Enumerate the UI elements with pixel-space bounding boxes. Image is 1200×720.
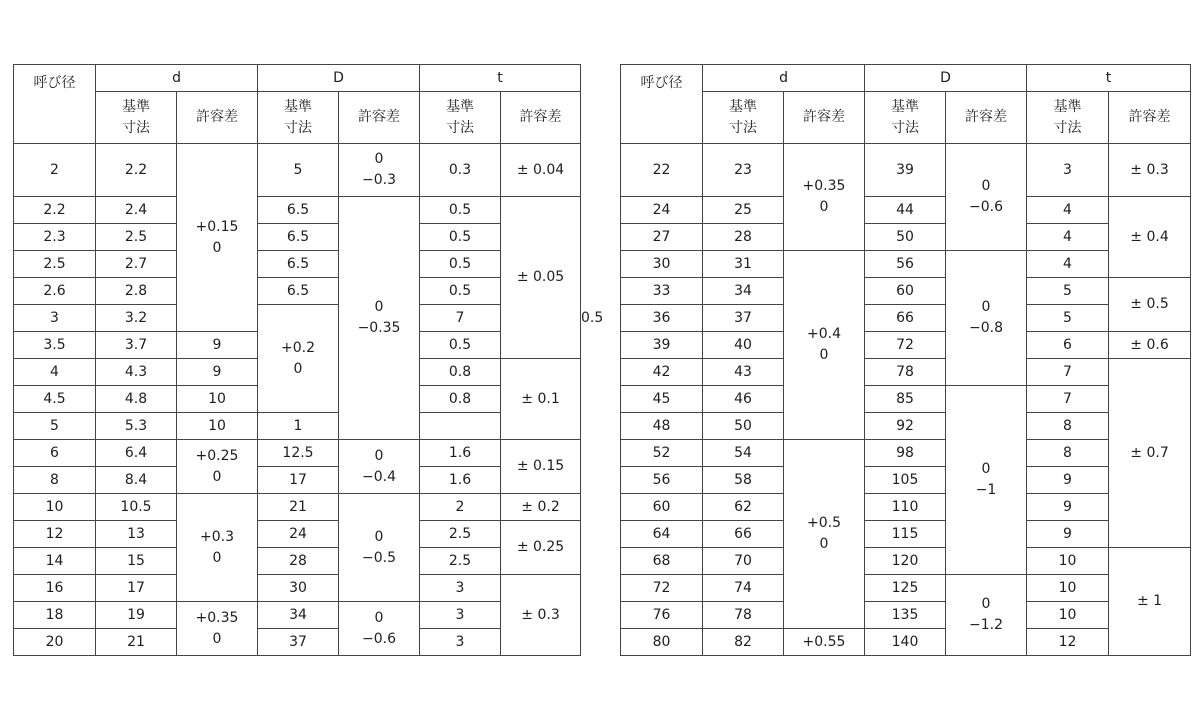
table-row [621, 305, 1191, 332]
d-tolerance-cell: +0.15 0 [177, 144, 258, 332]
nominal-cell: 30 [621, 251, 703, 278]
header-d-tolerance: 許容差 [784, 92, 865, 144]
D-cell: 24 [258, 521, 339, 548]
header-t-basic: 基準 寸法 [1027, 92, 1109, 144]
nominal-cell: 18 [14, 602, 96, 629]
right-dimension-table [620, 64, 1191, 656]
nominal-cell: 2.2 [14, 197, 96, 224]
d-cell: 17 [96, 575, 177, 602]
D-cell: 9 [177, 332, 258, 359]
header-D-basic: 基準 寸法 [258, 92, 339, 144]
t-tolerance-cell: ± 0.4 [1109, 197, 1191, 278]
D-cell: 92 [865, 413, 946, 440]
header-d: d [96, 65, 258, 92]
D-cell: 6.5 [258, 197, 339, 224]
t-cell: 0.8 [420, 359, 501, 386]
d-tolerance-cell: +0.55 [784, 629, 865, 656]
table-row [621, 413, 1191, 440]
D-cell: 78 [865, 359, 946, 386]
d-cell: 3.7 [96, 332, 177, 359]
t-cell: 5 [1027, 278, 1109, 305]
nominal-cell: 2.5 [14, 251, 96, 278]
d-cell: 28 [703, 224, 784, 251]
table-row [621, 602, 1191, 629]
table-row [621, 575, 1191, 602]
table-row [621, 197, 1191, 224]
nominal-cell: 20 [14, 629, 96, 656]
left-dimension-table [13, 64, 604, 656]
d-cell: 13 [96, 521, 177, 548]
header-d-basic: 基準 寸法 [96, 92, 177, 144]
D-cell: 105 [865, 467, 946, 494]
nominal-cell: 4 [14, 359, 96, 386]
t-cell: 8 [1027, 413, 1109, 440]
table-row [621, 251, 1191, 278]
table-row [621, 467, 1191, 494]
nominal-cell: 42 [621, 359, 703, 386]
D-cell: 85 [865, 386, 946, 413]
t-cell: 0.5 [420, 224, 501, 251]
D-cell: 34 [258, 602, 339, 629]
nominal-cell: 60 [621, 494, 703, 521]
t-tolerance-cell: ± 1 [1109, 548, 1191, 656]
t-cell: 0.8 [420, 386, 501, 413]
header-d: d [703, 65, 865, 92]
table-row [14, 251, 581, 278]
t-cell: 2.5 [420, 521, 501, 548]
t-cell: 10 [1027, 602, 1109, 629]
d-cell: 2.4 [96, 197, 177, 224]
d-cell: 4.3 [96, 359, 177, 386]
nominal-cell: 39 [621, 332, 703, 359]
table-row [621, 332, 1191, 359]
D-cell: 115 [865, 521, 946, 548]
nominal-cell: 3.5 [14, 332, 96, 359]
D-cell: 6.5 [258, 278, 339, 305]
nominal-cell: 8 [14, 467, 96, 494]
d-cell: 21 [96, 629, 177, 656]
t-tolerance-cell: ± 0.04 [501, 144, 581, 197]
nominal-cell: 45 [621, 386, 703, 413]
t-tolerance-cell: ± 0.5 [1109, 278, 1191, 332]
t-cell: 2 [420, 494, 501, 521]
d-cell: 82 [703, 629, 784, 656]
d-cell: 2.5 [96, 224, 177, 251]
t-cell: 3 [420, 602, 501, 629]
table-row [14, 548, 581, 575]
t-cell: 0.3 [420, 144, 501, 197]
D-tolerance-cell: 0 −0.8 [946, 251, 1027, 386]
D-cell: 98 [865, 440, 946, 467]
header-t-tolerance: 許容差 [1109, 92, 1191, 144]
d-cell: 58 [703, 467, 784, 494]
D-cell: 110 [865, 494, 946, 521]
D-cell: 17 [258, 467, 339, 494]
D-tolerance-cell: 0 −0.6 [946, 144, 1027, 251]
table-row [621, 494, 1191, 521]
D-cell: 28 [258, 548, 339, 575]
d-cell: 31 [703, 251, 784, 278]
d-cell: 43 [703, 359, 784, 386]
D-cell: 9 [177, 359, 258, 386]
table-row [621, 144, 1191, 197]
t-cell: 2.5 [420, 548, 501, 575]
d-cell: 2.8 [96, 278, 177, 305]
table-row [14, 467, 581, 494]
header-D-tolerance: 許容差 [339, 92, 420, 144]
d-cell: 10.5 [96, 494, 177, 521]
t-cell: 12 [1027, 629, 1109, 656]
D-cell: 125 [865, 575, 946, 602]
header-D: D [258, 65, 420, 92]
table-row [14, 521, 581, 548]
d-cell: 4.8 [96, 386, 177, 413]
table-row [621, 224, 1191, 251]
t-cell: 10 [1027, 575, 1109, 602]
t-cell: 9 [1027, 467, 1109, 494]
t-cell: 0.5 [420, 332, 501, 359]
D-cell: 50 [865, 224, 946, 251]
d-cell: 37 [703, 305, 784, 332]
table-row [14, 440, 581, 467]
table-row [621, 440, 1191, 467]
t-cell: 9 [1027, 521, 1109, 548]
t-cell: 1.6 [420, 467, 501, 494]
D-cell: 12.5 [258, 440, 339, 467]
t-tolerance-cell: ± 0.3 [501, 575, 581, 656]
table-row [621, 386, 1191, 413]
nominal-cell: 36 [621, 305, 703, 332]
nominal-cell: 27 [621, 224, 703, 251]
nominal-cell: 2 [14, 144, 96, 197]
t-tolerance-cell: ± 0.2 [501, 494, 581, 521]
d-cell: 25 [703, 197, 784, 224]
table-row [14, 278, 581, 305]
t-cell: 5 [1027, 305, 1109, 332]
t-tolerance-cell: ± 0.1 [501, 359, 581, 440]
table-row [14, 494, 581, 521]
t-cell: 4 [1027, 251, 1109, 278]
d-cell: 6.4 [96, 440, 177, 467]
t-cell: 1.6 [420, 440, 501, 467]
t-tolerance-cell: ± 0.7 [1109, 359, 1191, 548]
D-cell: 5 [258, 144, 339, 197]
header-nominal: 呼び径 [14, 65, 96, 144]
table-row [621, 359, 1191, 386]
D-tolerance-cell: 0 −0.5 [339, 494, 420, 602]
nominal-cell: 22 [621, 144, 703, 197]
d-cell: 54 [703, 440, 784, 467]
nominal-cell: 24 [621, 197, 703, 224]
header-D-basic: 基準 寸法 [865, 92, 946, 144]
nominal-cell: 14 [14, 548, 96, 575]
t-tolerance-cell: ± 0.25 [501, 521, 581, 575]
d-cell: 2.7 [96, 251, 177, 278]
table-row: 3 3.2 +0.2 0 7 0.5 [14, 305, 581, 332]
D-cell: 56 [865, 251, 946, 278]
D-tolerance-cell: 0 −1 [946, 386, 1027, 575]
D-tolerance-cell: 0 −0.35 [339, 197, 420, 440]
D-cell: 135 [865, 602, 946, 629]
D-cell: 21 [258, 494, 339, 521]
header-d-tolerance: 許容差 [177, 92, 258, 144]
D-cell: 6.5 [258, 251, 339, 278]
nominal-cell: 3 [14, 305, 96, 332]
nominal-cell: 2.3 [14, 224, 96, 251]
d-cell: 23 [703, 144, 784, 197]
D-cell: 66 [865, 305, 946, 332]
table-row [14, 224, 581, 251]
d-tolerance-cell: +0.2 0 [258, 305, 339, 413]
nominal-cell: 4.5 [14, 386, 96, 413]
D-cell: 44 [865, 197, 946, 224]
d-cell: 2.2 [96, 144, 177, 197]
t-cell: 6 [1027, 332, 1109, 359]
d-tolerance-cell: +0.5 0 [784, 440, 865, 629]
D-cell: 37 [258, 629, 339, 656]
table-row [621, 548, 1191, 575]
d-cell: 15 [96, 548, 177, 575]
d-tolerance-cell: +0.35 0 [784, 144, 865, 251]
t-tolerance-cell: ± 0.05 [501, 197, 581, 359]
D-cell: 140 [865, 629, 946, 656]
header-t: t [1027, 65, 1191, 92]
d-cell: 40 [703, 332, 784, 359]
D-tolerance-cell: 0 −0.3 [339, 144, 420, 197]
d-cell: 66 [703, 521, 784, 548]
nominal-cell: 72 [621, 575, 703, 602]
table-row [621, 278, 1191, 305]
nominal-cell: 64 [621, 521, 703, 548]
d-tolerance-cell: +0.4 0 [784, 251, 865, 440]
nominal-cell: 6 [14, 440, 96, 467]
nominal-cell: 10 [14, 494, 96, 521]
table-row [14, 413, 581, 440]
t-cell: 3 [1027, 144, 1109, 197]
D-cell: 7 [420, 305, 501, 332]
t-cell: 0.5 [420, 278, 501, 305]
table-row [14, 575, 581, 602]
nominal-cell: 48 [621, 413, 703, 440]
nominal-cell: 56 [621, 467, 703, 494]
D-tolerance-cell: 0 −0.6 [339, 602, 420, 656]
d-cell: 62 [703, 494, 784, 521]
t-cell: 7 [1027, 359, 1109, 386]
D-cell: 39 [865, 144, 946, 197]
nominal-cell: 52 [621, 440, 703, 467]
D-cell: 6.5 [258, 224, 339, 251]
t-tolerance-cell: ± 0.15 [501, 440, 581, 494]
table-row [621, 629, 1191, 656]
header-nominal: 呼び径 [621, 65, 703, 144]
nominal-cell: 76 [621, 602, 703, 629]
d-cell: 3.2 [96, 305, 177, 332]
nominal-cell: 16 [14, 575, 96, 602]
d-cell: 70 [703, 548, 784, 575]
d-tolerance-cell: +0.3 0 [177, 494, 258, 602]
d-cell: 34 [703, 278, 784, 305]
d-tolerance-cell: +0.35 0 [177, 602, 258, 656]
table-row [14, 197, 581, 224]
nominal-cell: 12 [14, 521, 96, 548]
D-cell: 72 [865, 332, 946, 359]
nominal-cell: 68 [621, 548, 703, 575]
t-cell: 7 [1027, 386, 1109, 413]
nominal-cell: 80 [621, 629, 703, 656]
table-row [621, 521, 1191, 548]
D-cell: 30 [258, 575, 339, 602]
D-cell: 10 [177, 413, 258, 440]
d-cell: 50 [703, 413, 784, 440]
t-cell: 0.5 [420, 197, 501, 224]
t-cell: 4 [1027, 197, 1109, 224]
header-t-basic: 基準 寸法 [420, 92, 501, 144]
header-D-tolerance: 許容差 [946, 92, 1027, 144]
t-cell: 9 [1027, 494, 1109, 521]
t-cell: 0.5 [420, 251, 501, 278]
table-row [14, 144, 581, 197]
table-row [14, 629, 581, 656]
d-cell: 19 [96, 602, 177, 629]
t-cell: 10 [1027, 548, 1109, 575]
t-tolerance-cell: ± 0.3 [1109, 144, 1191, 197]
d-cell: 8.4 [96, 467, 177, 494]
D-tolerance-cell: 0 −0.4 [339, 440, 420, 494]
table-row [14, 602, 581, 629]
nominal-cell: 5 [14, 413, 96, 440]
t-cell: 8 [1027, 440, 1109, 467]
t-cell: 3 [420, 629, 501, 656]
header-d-basic: 基準 寸法 [703, 92, 784, 144]
t-tolerance-cell: ± 0.6 [1109, 332, 1191, 359]
nominal-cell: 33 [621, 278, 703, 305]
nominal-cell: 2.6 [14, 278, 96, 305]
d-tolerance-cell: +0.25 0 [177, 440, 258, 494]
header-t-tolerance: 許容差 [501, 92, 581, 144]
t-cell: 4 [1027, 224, 1109, 251]
d-cell: 78 [703, 602, 784, 629]
D-cell: 120 [865, 548, 946, 575]
D-tolerance-cell: 0 −1.2 [946, 575, 1027, 656]
t-cell: 3 [420, 575, 501, 602]
header-D: D [865, 65, 1027, 92]
d-cell: 46 [703, 386, 784, 413]
header-t: t [420, 65, 581, 92]
D-cell: 10 [177, 386, 258, 413]
d-cell: 5.3 [96, 413, 177, 440]
D-cell: 60 [865, 278, 946, 305]
d-cell: 74 [703, 575, 784, 602]
t-cell: 1 [258, 413, 339, 440]
